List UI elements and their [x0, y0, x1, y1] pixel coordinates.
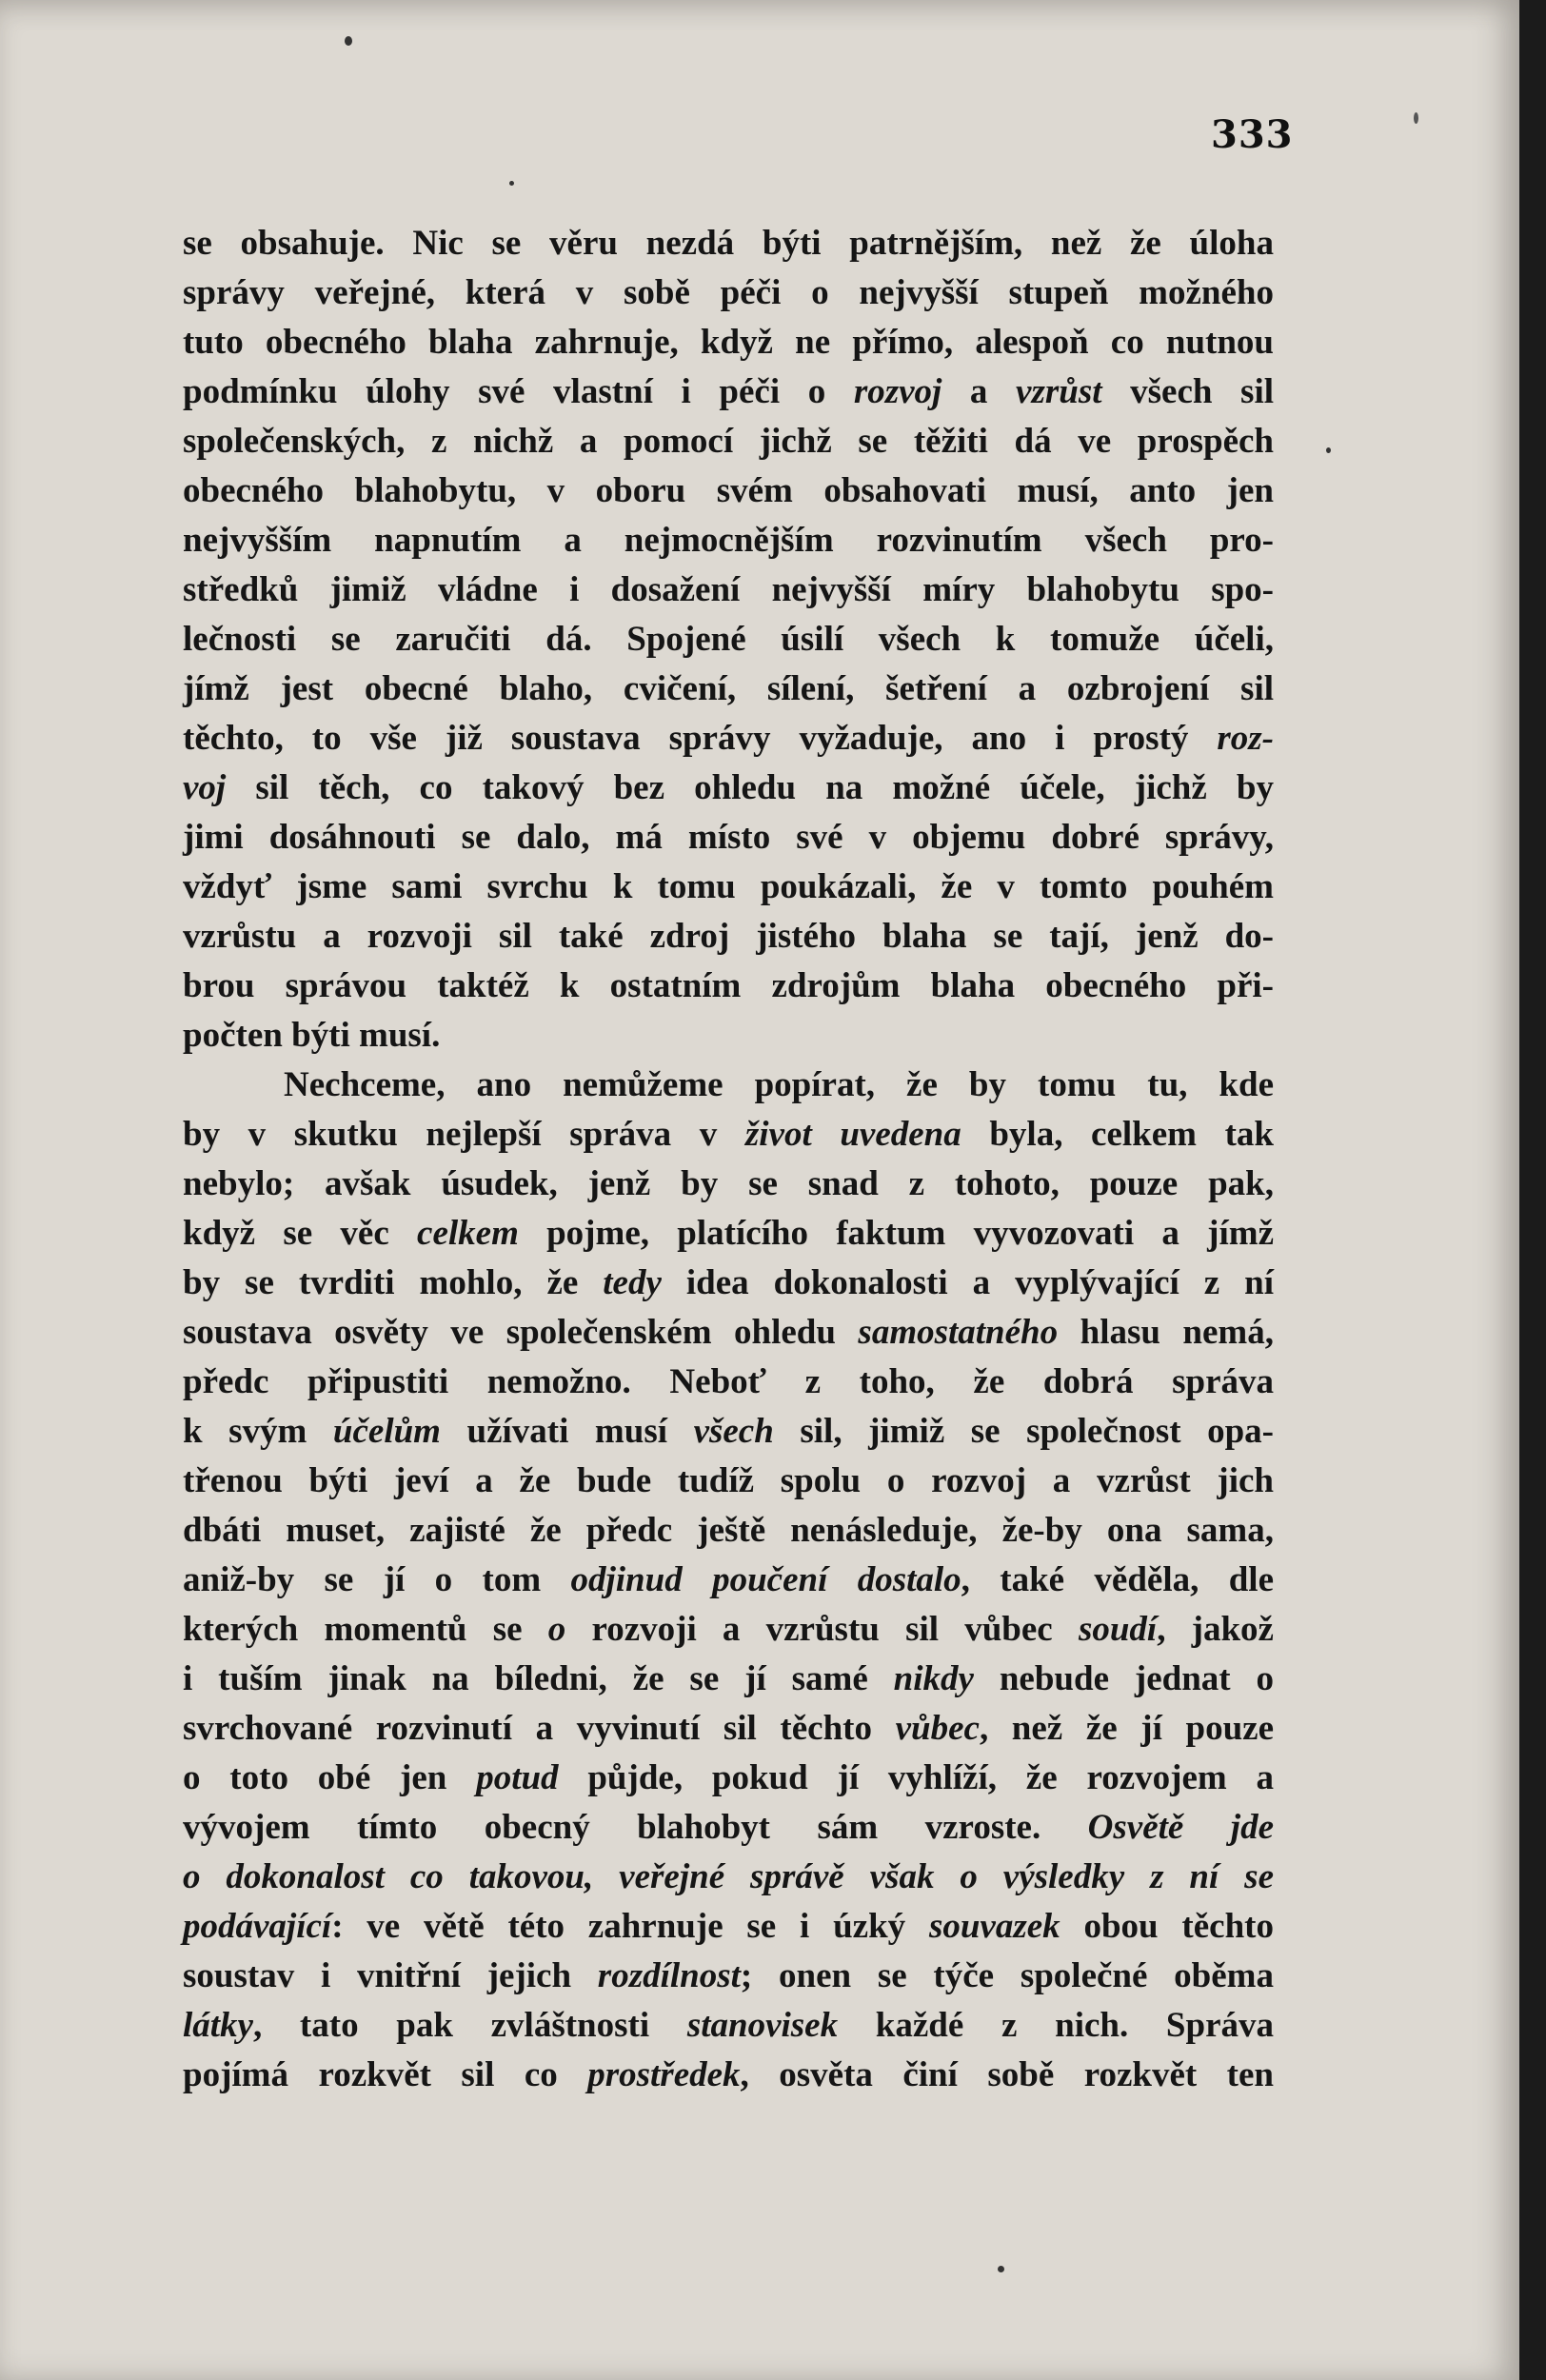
- text-line: pojímá rozkvět sil co prostředek, osvěta činí sobě rozkvět ten: [183, 2055, 1274, 2094]
- text-line: i tuším jinak na bíledni, že se jí samé nikdy nebude jednat o: [183, 1659, 1274, 1698]
- text-line: obecného blahobytu, v oboru svém obsahovati musí, anto jen: [183, 471, 1274, 510]
- text-line: aniž-by se jí o tom odjinud poučení dostalo, také věděla, dle: [183, 1560, 1275, 1599]
- text-line: předc připustiti nemožno. Neboť z toho, že dobrá správa: [183, 1362, 1274, 1401]
- text-line: o dokonalost co takovou, veřejné správě však o výsledky z ní se: [183, 1857, 1274, 1896]
- paper-speck: [1326, 447, 1331, 453]
- text-line: voj sil těch, co takový bez ohledu na možné účele, jichž by: [183, 768, 1274, 807]
- text-line: soustav i vnitřní jejich rozdílnost; onen se týče společné oběma: [183, 1956, 1274, 1995]
- text-line: kterých momentů se o rozvoji a vzrůstu sil vůbec soudí, jakož: [183, 1610, 1274, 1649]
- paragraph-start-line: Nechceme, ano nemůžeme popírat, že by tomu tu, kde: [284, 1065, 1274, 1104]
- text-line: počten býti musí.: [183, 1016, 441, 1055]
- text-line: o toto obé jen potud půjde, pokud jí vyhlíží, že rozvojem a: [183, 1758, 1274, 1797]
- text-line: třenou býti jeví a že bude tudíž spolu o rozvoj a vzrůst jich: [183, 1461, 1274, 1500]
- paper-speck: [345, 36, 352, 46]
- text-line: dbáti muset, zajisté že předc ještě nenásleduje, že-by ona sama,: [183, 1511, 1274, 1550]
- text-line: by se tvrditi mohlo, že tedy idea dokonalosti a vyplývající z ní: [183, 1263, 1275, 1302]
- text-line: jimi dosáhnouti se dalo, má místo své v objemu dobré správy,: [183, 818, 1274, 857]
- text-line: lečnosti se zaručiti dá. Spojené úsilí všech k tomuže účeli,: [183, 620, 1274, 659]
- paper-speck: [509, 181, 514, 186]
- text-line: vždyť jsme sami svrchu k tomu poukázali, že v tomto pouhém: [183, 867, 1274, 906]
- text-line: podmínku úlohy své vlastní i péči o rozvoj a vzrůst všech sil: [183, 372, 1275, 411]
- text-line: nejvyšším napnutím a nejmocnějším rozvinutím všech pro-: [183, 521, 1274, 560]
- text-line: jímž jest obecné blaho, cvičení, sílení, šetření a ozbrojení sil: [183, 669, 1274, 708]
- text-line: soustava osvěty ve společenském ohledu samostatného hlasu nemá,: [183, 1313, 1275, 1352]
- text-line: podávající: ve větě této zahrnuje se i úzký souvazek obou těchto: [183, 1907, 1274, 1946]
- text-line: vzrůstu a rozvoji sil také zdroj jistého blaha se tají, jenž do-: [183, 917, 1274, 956]
- text-line: k svým účelům užívati musí všech sil, jimiž se společnost opa-: [183, 1412, 1274, 1451]
- text-line: se obsahuje. Nic se věru nezdá býti patrnějším, než že úloha: [183, 224, 1274, 263]
- page-number: 333: [1211, 112, 1294, 157]
- paper-speck: [998, 2266, 1004, 2272]
- text-line: svrchované rozvinutí a vyvinutí sil těchto vůbec, než že jí pouze: [183, 1709, 1274, 1748]
- text-line: když se věc celkem pojme, platícího faktum vyvozovati a jímž: [183, 1214, 1274, 1253]
- text-line: těchto, to vše již soustava správy vyžaduje, ano i prostý roz-: [183, 719, 1274, 758]
- text-line: společenských, z nichž a pomocí jichž se těžiti dá ve prospěch: [183, 422, 1274, 461]
- text-line: vývojem tímto obecný blahobyt sám vzroste. Osvětě jde: [183, 1808, 1274, 1847]
- text-line: nebylo; avšak úsudek, jenž by se snad z tohoto, pouze pak,: [183, 1164, 1274, 1203]
- text-line: správy veřejné, která v sobě péči o nejvyšší stupeň možného: [183, 273, 1274, 312]
- text-line: brou správou taktéž k ostatním zdrojům blaha obecného při-: [183, 966, 1274, 1005]
- text-line: látky, tato pak zvláštnosti stanovisek každé z nich. Správa: [183, 2006, 1274, 2045]
- text-line: by v skutku nejlepší správa v život uvedena byla, celkem tak: [183, 1115, 1274, 1154]
- text-line: tuto obecného blaha zahrnuje, když ne přímo, alespoň co nutnou: [183, 323, 1274, 362]
- paper-speck: [1414, 112, 1418, 124]
- text-line: středků jimiž vládne i dosažení nejvyšší míry blahobytu spo-: [183, 570, 1274, 609]
